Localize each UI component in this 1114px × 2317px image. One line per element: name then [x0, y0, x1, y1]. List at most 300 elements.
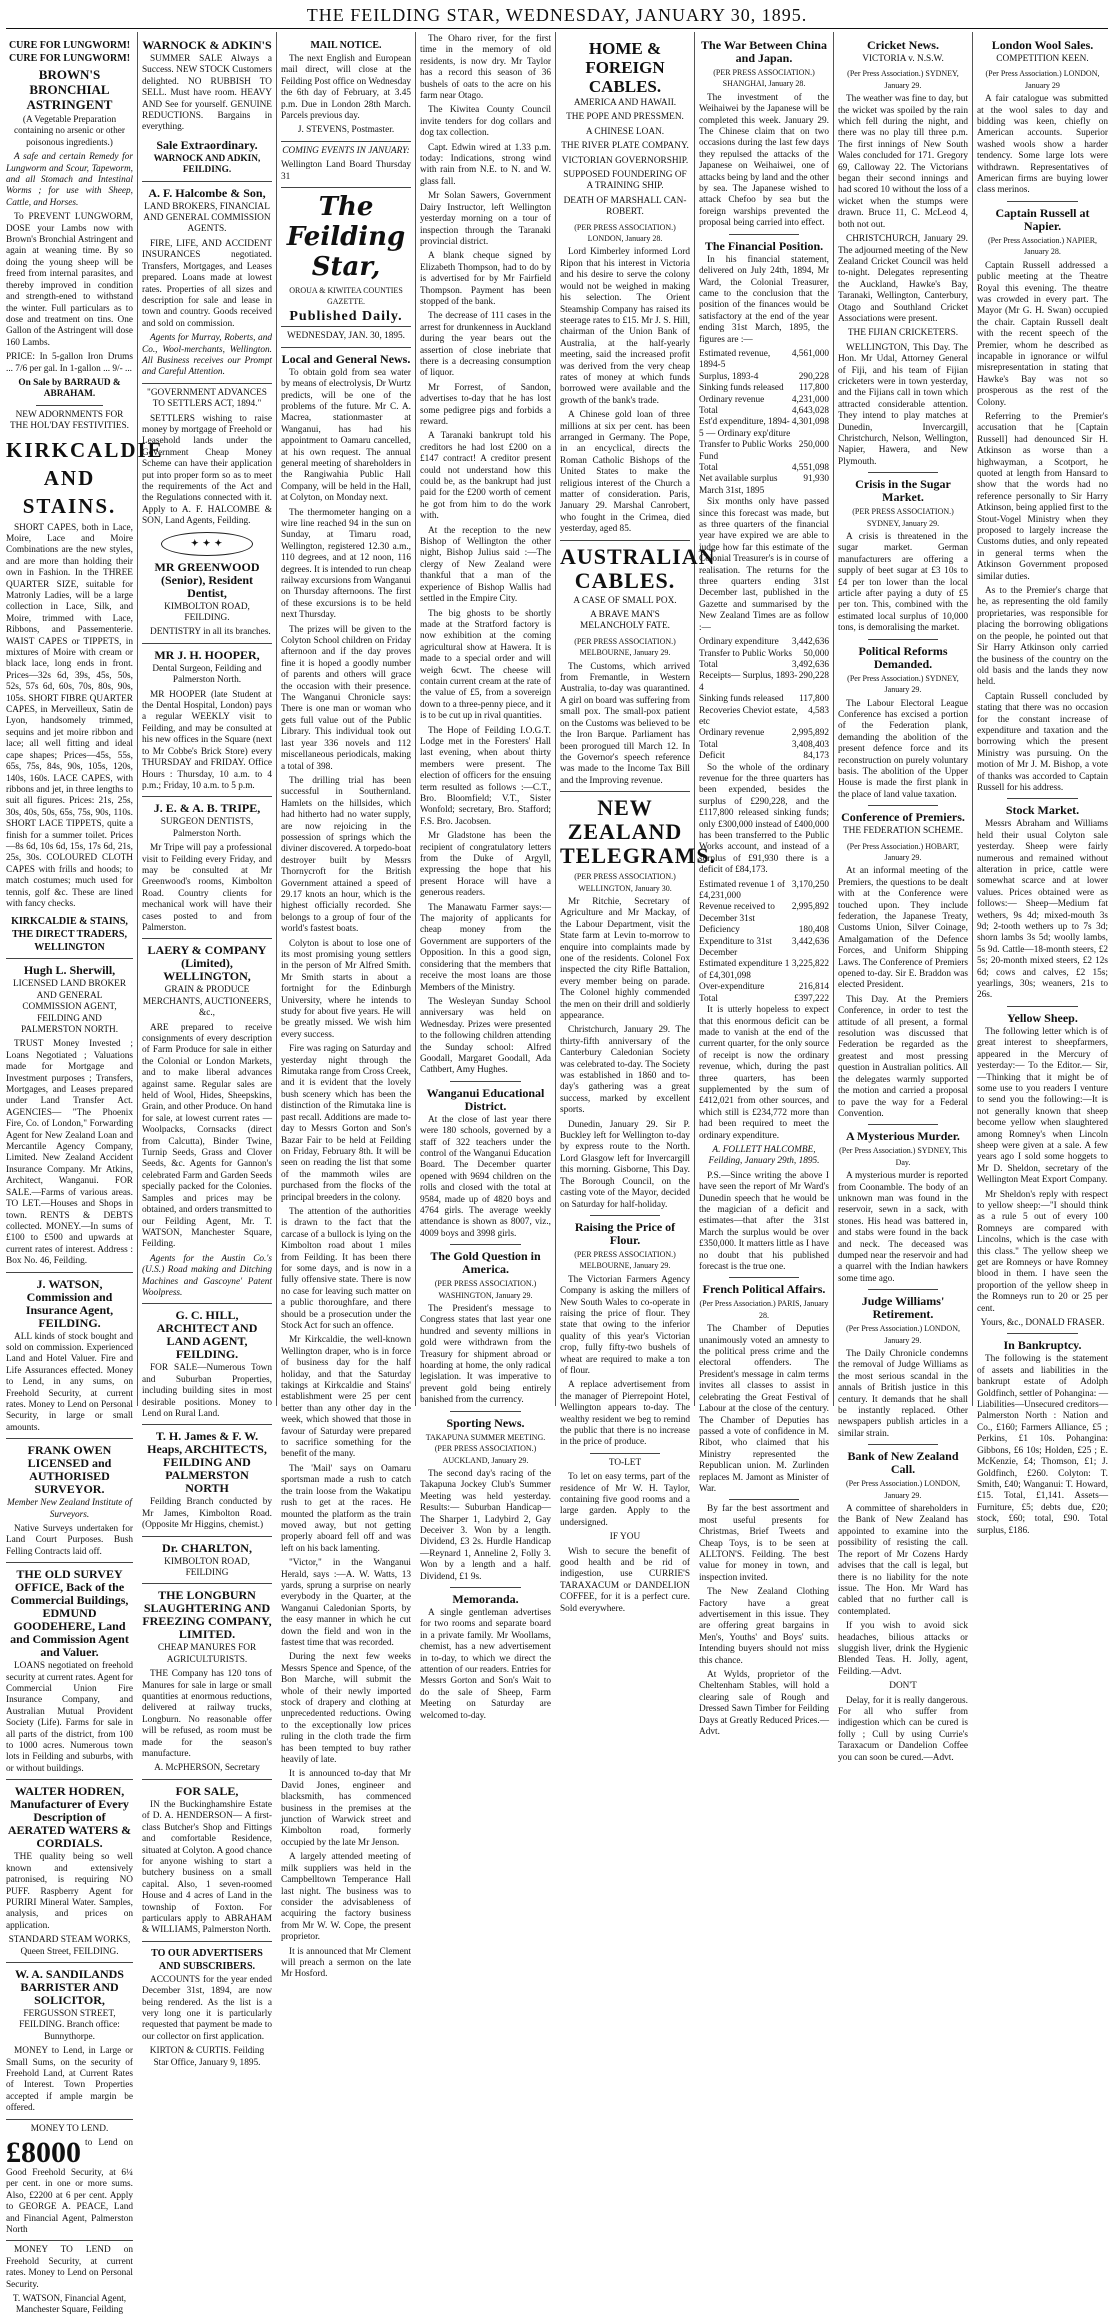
mail-body: The next English and European mail direct, will close at the Feilding Post office on Wednesday the 6th day of February, at 3.45 p.m. Due in London 28th March. Parcels previous day.: [281, 54, 411, 122]
cable-dateline: (PER PRESS ASSOCIATION.) LONDON, January 28.: [574, 222, 676, 244]
nz-telegrams-title: NEW ZEALAND TELEGRAMS.: [560, 795, 717, 869]
cable-subhead: SUPPOSED FOUNDERING OF A TRAINING SHIP.: [563, 170, 687, 192]
sherwill-body: TRUST Money Invested ; Loans Negotiated ; Valuations made for Mortgage and Investment purposes ; Transfers, Mortgages, and Leases prepared under Land Transfer Act. AGENCIES— "The Phoenix Fire, Co. of London," Forwarding Agent for New Zealand Loan and Mercantile Agency Company, Limited. New Zealand Accident Insurance Company. Mr Atkins, Architect, Wanganui. FOR SALE.—Farms of various areas. TO LET.—Houses and Shops in town. RENTS & DEBTS collected. MONEY.—In sums of £100 to £500 and upwards at current rates of interest. Address : Box No. 46, Feilding.: [6, 1039, 133, 1267]
goodehere-title: THE OLD SURVEY OFFICE, Back of the Commercial Buildings, EDMUND GOODEHERE, Land and Commission Agent and Valuer.: [10, 1567, 129, 1660]
news-para: The Oharo river, for the first time in the memory of old residents, is now dry. Mr Taylor has a record this season of 36 bushels of oats to the acre on his farm near Otago.: [420, 34, 551, 102]
news-para: Mr Solan Sawers, Government Dairy Instructor, left Wellington yesterday morning on a tour of inspection through the Taranaki provincial district.: [420, 191, 551, 247]
watson-loan-signature: T. WATSON, Financial Agent, Manchester Square, Feilding: [12, 2294, 127, 2316]
nz-telegrams-body: Mr Ritchie, Secretary of Agriculture and Mr Mackay, of the Labour Department, visit the State farm at Levin to-morrow to enquire into complaints made by one of the residents. Colonel Fox inspected the city Rifle Battalion, every member being on parade. The Colonel highly commended the men on their drill and soldierly appearance.: [560, 896, 690, 1021]
divider: [281, 141, 411, 142]
sherwill-title: Hugh L. Sherwill,: [23, 963, 116, 978]
goodehere-body: LOANS negotiated on freehold security at current rates. Agent for Commercial Union Fire Insurance Company, and Australian Mutual Provident Society (Life). Farms for sale in all parts of the district, from 100 to 1000 acres. Numerous town lots in Feilding and suburbs, with or without buildings.: [6, 1661, 134, 1774]
column-divider: [694, 32, 695, 1406]
financial-body: So the whole of the ordinary revenue for the three quarters has been expended, besides the surplus of £290,228, and the £117,800 released sinking funds; only £300,000 instead of £400,000 has been transferred to the Public Works account, and instead of a surplus of £91,930 there is a deficit of £84,173.: [699, 762, 829, 876]
warnock-sale: Sale Extraordinary.: [156, 137, 258, 152]
table-row: [699, 372, 829, 383]
local-news-para: Fire was raging on Saturday and yesterday night through the Rimutaka range from Cross Creek, and it is evident that the lovely bush scenery which has been the distinction of the Rimutaka line is past recall. Additions are made to-day to Messrs Gorton and Son's Bazar Fair to be held at Feilding on Friday, February 8th. It will be seen on reading the list that some of the mammoth wiles are purchased from the flocks of the principal breeders in the colony.: [281, 1044, 411, 1203]
column-divider: [972, 32, 973, 1406]
hooper-subtitle: Dental Surgeon, Feilding and Palmerston North.: [152, 663, 262, 686]
gold-question-title: The Gold Question in America.: [430, 1249, 541, 1277]
coming-events-body: Wellington Land Board Thursday 31: [281, 160, 411, 182]
table-row: [699, 463, 829, 474]
war-dateline: (PER PRESS ASSOCIATION.) SHANGHAI, January 28.: [713, 68, 815, 89]
column-6: [699, 34, 829, 1738]
table-row: [699, 902, 829, 925]
charlton-title: Dr. CHARLTON,: [162, 1540, 252, 1555]
table-row: [699, 751, 829, 762]
longburn-title: THE LONGBURN SLAUGHTERING AND FREEZING COMPANY, LIMITED.: [142, 1588, 272, 1642]
row-value: 3,225,822: [791, 959, 829, 970]
divider: [281, 326, 411, 327]
row-value: 4,301,098: [791, 417, 829, 428]
halcombe-agents: Agents for Murray, Roberts, and Co., Wool-merchants, Wellington. All Business receives our Prompt and Careful Attention.: [142, 333, 272, 378]
row-label: Est'd expenditure, 1894-5 — Ordinary exp'diture: [699, 417, 791, 439]
australian-cables-body: The Customs, which arrived from Fremantle, in Western Australia, to-day was quarantined. A girl on board was suffering from small pox. The small-pox patient on the Customs was believed to be the Iron Barque. Parliament has been prorogued till March 12. In the Governor's speech reference was made to the Income Tax Bill and the Improving revenue.: [560, 661, 690, 786]
table-row: [699, 937, 829, 960]
if-you-body: Wish to secure the benefit of good health and be rid of indigestion, use CURRIE'S TARAXACUM or DANDELION COFFEE, for it is a perfect cure. Sold everywhere.: [560, 1546, 690, 1614]
row-label: Estimated revenue, 1894-5: [699, 348, 771, 371]
nz-telegrams-dateline: (PER PRESS ASSOCIATION.) WELLINGTON, January 30.: [574, 872, 676, 893]
local-news-para: The drilling trial has been successful in Southernland. Hamlets on the hillsides, which had hitherto had no water supply, are now rejoicing in the possession of springs which the diviner discovered. A torpedo-boat destroyer built by Messrs Thornycroft for the British Government attained a speed of 29.17 knots an hour, which is the highest officially recorded. She belongs to a group of four of the world's fastest boats.: [281, 775, 411, 935]
table-row: [699, 395, 829, 406]
sugar-body: A crisis is threatened in the sugar market. German manufacturers are offering a supply of beet sugar at £3 10s to £4 per ton lower than the local article after paying a duty of £5 per ton. This, combined with the estimated local surplus of 10,000 tons, is demoralising the market.: [838, 532, 968, 634]
local-news-para: A largely attended meeting of milk suppliers was held in the Campbelltown Temperance Hall last night. The business was to consider the advisableness of acquiring the factory business from Mr W. W. Cope, the present proprietor.: [281, 1852, 411, 1943]
published-daily: Published Daily.: [289, 308, 403, 324]
cable-subhead: A BRAVE MAN'S MELANCHOLY FATE.: [580, 610, 670, 632]
owen-subtitle: Member New Zealand Institute of Surveyors.: [7, 1498, 132, 1520]
watson-loan-body: MONEY TO LEND on Freehold Security, at current rates. Money to Lend on Personal Security.: [6, 2245, 133, 2290]
divider: [729, 1499, 799, 1500]
divider: [729, 1277, 799, 1278]
row-value: 4,561,000: [791, 348, 829, 359]
column-4: [420, 34, 551, 1721]
laery-title: LAERY & COMPANY (Limited), WELLINGTON,: [147, 943, 267, 984]
local-news-para: It is announced that Mr Clement will preach a sermon on the late Mr Hosford.: [281, 1946, 411, 1980]
divider: [6, 1962, 133, 1963]
tripe-body: Mr Tripe will pay a professional visit to Feilding every Friday, and may be consulted at Mr Greenwood's rooms, Kimbolton Road. Country clients for mechanical work will have their cases posted to and from Palmerston.: [142, 843, 272, 933]
row-value: 117,800: [799, 694, 829, 705]
row-label: Recoveries Cheviot estate, etc: [699, 705, 798, 727]
row-value: 216,814: [798, 982, 829, 993]
longburn-subtitle: CHEAP MANURES FOR AGRICULTURISTS.: [157, 1643, 257, 1665]
table-row: [699, 925, 829, 936]
news-para: The Kiwitea County Council invite tenders for dog collars and dog tax collection.: [420, 105, 551, 139]
govt-title: "GOVERNMENT ADVANCES TO SETTLERS ACT, 1894.": [147, 387, 267, 410]
murder-title: A Mysterious Murder.: [846, 1129, 960, 1144]
news-para: A Taranaki bankrupt told his creditors he had lost £200 on a £147 contract! A creditor present could not understand how this could be, as the bankrupt had just paid for the £200 worth of cement he got from him to do the work with.: [420, 431, 551, 522]
money-body: to Lend on Good Freehold Security, at 6¼ per cent. in one or more sums. Also, £2200 at 6 per cent. Apply to GEORGE A. PEACE, Land and Financial Agent, Palmerston North: [6, 2138, 133, 2236]
halcombe-subtitle: LAND BROKERS, FINANCIAL AND GENERAL COMMISSION AGENTS.: [143, 201, 271, 235]
cable-subhead: VICTORIAN GOVERNORSHIP.: [561, 155, 689, 166]
divider: [142, 1779, 272, 1780]
row-value: 3,492,636: [791, 659, 829, 670]
row-label: Ordinary revenue: [699, 728, 765, 739]
news-para: The New Zealand Clothing Factory have a great advertisement in this issue. They are offering great bargains in Men's, Youths' and Boys' suits. Intending buyers should not miss this chance.: [699, 1587, 829, 1666]
bankruptcy-body: The following is the statement of assets and liabilities in the bankrupt estate of Adolph Goldfinch, settler of Pohangina: —Liabilities—Unsecured creditors—Palmerston North : Nation and Co., £160; Farmers Alliance, £5 ; Perkins, £1 10s. Pohangina: Gibbons, £6 10s; Holden, £25 ; E. McKenzie, £4; Thomson, £1; J. Goldfinch, £260. Colyton: T. Smith, £40; Wanganui: T. Howard, £15. Total, £1,141. Assets—Furniture, £5; debts due, £20; stock, £60; total, £90. Total surplus, £186.: [977, 1354, 1108, 1536]
owen-title: FRANK OWEN LICENSED and AUTHORISED SURVEYOR.: [27, 1443, 112, 1497]
cable-body: A Chinese gold loan of three millions at six per cent. has been arranged in Germany. The Pope, in an encyclical, directs the Roman Catholic Bishops of the United States to make the religious interest of the Church a matter of consideration. Paris, January 29. Marshal Canrobert, who fought in the Crimea, died yesterday, aged 85.: [560, 410, 690, 535]
news-para: If you wish to avoid sick headaches, bilious attacks or sluggish liver, drink the Hygienic Blended Teas. H. Jolly, agent, Feilding.—Advt.: [838, 1621, 968, 1677]
row-label: Sinking funds released: [699, 383, 784, 394]
row-label: Total: [699, 659, 718, 670]
owen-body: Native Surveys undertaken for Land Court Purposes. Bush Felling Contracts laid off.: [6, 1524, 133, 1557]
architects-body: Feilding Branch conducted by Mr James, Kimbolton Road. (Opposite Mr Higgins, chemist.): [142, 1497, 272, 1531]
row-label: Surplus, 1893-4: [699, 371, 759, 382]
table-row: [699, 660, 829, 671]
financial-table: [699, 349, 829, 497]
hill-body: FOR SALE—Numerous Town and Suburban Properties, including building sites in most desirable positions. Money to Lend on Rural Land.: [142, 1363, 272, 1419]
watson-title: J. WATSON, Commission and Insurance Agent, FEILDING.: [25, 1276, 114, 1330]
if-you-title: IF YOU: [609, 1532, 641, 1543]
premiers-subtitle: THE FEDERATION SCHEME.: [842, 826, 964, 837]
wanganui-education-title: Wanganui Educational District.: [426, 1085, 545, 1113]
lungworm-header: CURE FOR LUNGWORM! CURE FOR LUNGWORM!: [8, 40, 131, 64]
table-row: [699, 982, 829, 993]
tripe-title: J. E. & A. B. TRIPE,: [153, 801, 261, 816]
sporting-title: Sporting News.: [446, 1415, 525, 1430]
yellow-sheep-body: Mr Sheldon's reply with respect to yellow sheep:—"I should think as a rule 5 out of every 100 Romneys are compared with Lincolns, which is the case with this class." The yellow sheep we get are Romneys or have Romney blood in them. I have seen the proportion of the yellow sheep in the Romneys run to 20 or 25 per cent.: [977, 1189, 1108, 1314]
row-value: 2,995,892: [791, 902, 829, 913]
warnock-title: WARNOCK & ADKIN'S: [142, 38, 272, 52]
row-label: Receipts— Surplus, 1893-4: [699, 671, 798, 693]
govt-body: SETTLERS wishing to raise money by mortgage of Freehold or Leasehold lands under the Government Cheap Money Scheme can have their application put into proper form so as to meet the requirements of the Act and the Regulations connected with it. Apply to A. F. HALCOMBE & SON, Land Agents, Feilding.: [142, 413, 272, 527]
financial-signature: A. FOLLETT HALCOMBE, Feilding, January 29th, 1895.: [708, 1144, 820, 1167]
divider: [142, 1424, 272, 1425]
laery-body: ARE prepared to receive consignments of every description of Farm Produce for sale in either the Colonial or London Markets, and to make liberal advances against same. Regular sales are held of Wool, Hides, Sheepskins, Grain, and other Produce. On hand for sale, at lowest current rates — Woolpacks, Cornsacks (direct from Calcutta), Binder Twine, Turnip Seeds, Grass and Clover Seeds, &c. Agents for Gannon's celebrated Farm and Garden Seeds specially packed for the Colonies. Samples and prices may be obtained, and orders transmitted to our Feilding Agent, Mr. T. WATSON, Manchester Square, Feilding.: [142, 1022, 272, 1250]
cricket-dateline: (Per Press Association.) SYDNEY, January 29.: [847, 69, 959, 90]
hill-title: G. C. HILL, ARCHITECT AND LAND AGENT, FEILDING.: [156, 1308, 258, 1362]
premiers-title: Conference of Premiers.: [841, 810, 965, 825]
masthead: THE FEILDING STAR, WEDNESDAY, JANUARY 30, 1895.: [306, 5, 808, 25]
financial-table: [699, 637, 829, 762]
divider: [6, 958, 133, 959]
wool-dateline: (Per Press Association.) LONDON, January 29: [985, 69, 1100, 90]
column-divider: [833, 32, 834, 1406]
gold-question-dateline: (PER PRESS ASSOCIATION.) WASHINGTON, January 29.: [434, 1279, 537, 1300]
yellow-sheep-body: The following letter which is of great interest to sheepfarmers, appeared in the Mercury of yesterday:— To the Editor.— Sir,—Thinking that it might be of some use to you readers I venture to send you the following:—It is not generally known that sheep become yellow when slaughtered among Romney's when Lincoln sheep were given at a sale. A few years ago I sold some hoggets to Mr D. Sheldon, secretary of the Wellington Meat Export Company.: [977, 1026, 1108, 1186]
divider: [450, 1411, 521, 1412]
dont-title: DON'T: [889, 1681, 917, 1692]
divider: [1007, 201, 1078, 202]
divider: [729, 234, 799, 235]
bank-dateline: (Per Press Association.) LONDON, January 29.: [846, 1479, 960, 1500]
newspaper-subtitle: OROUA & KIWITEA COUNTIES GAZETTE.: [289, 286, 403, 307]
home-foreign-title: HOME & FOREIGN CABLES.: [585, 39, 665, 96]
memoranda-title: Memoranda.: [452, 1591, 519, 1606]
financial-body: Six months only have passed since this forecast was made, but as three quarters of the financial year have expired we are able to judge how far this estimate of the Colonial Treasurer's is in course of realisation. The returns for the three quarters ending 31st December last, published in the Gazette and summarised by the New Zealand Times are as follow :—: [699, 497, 829, 633]
news-para: Mr Forrest, of Sandon, advertises to-day that he has lost some pedigree pigs and forbids a reward.: [420, 382, 551, 427]
sandilands-title: W. A. SANDILANDS BARRISTER AND SOLICITOR,: [15, 1966, 124, 2007]
local-news-para: Colyton is about to lose one of its most promising young settlers in the person of Mr Alfred Smith. Mr Smith starts in about a fortnight for the Edinburgh University, where he intends to study for about five years. He will be greatly missed. We wish him every success.: [281, 938, 411, 1040]
column-divider: [415, 32, 416, 1406]
yellow-sheep-signature: Yours, &c., DONALD FRASER.: [980, 1318, 1105, 1329]
row-label: Ordinary revenue: [699, 394, 765, 405]
longburn-signature: A. McPHERSON, Secretary: [154, 1763, 260, 1774]
brown-subtitle: (A Vegetable Preparation containing no arsenic or other poisonous ingredients.): [13, 115, 125, 148]
divider: [1007, 1333, 1078, 1334]
brown-title: BROWN'S BRONCHIAL ASTRINGENT: [26, 67, 113, 112]
news-para: A replace advertisement from the manager of Pierrepoint Hotel, Wellington appears to-day. The wealthy resident we beg to remind the public that there is no increase in the price of produce.: [560, 1380, 690, 1448]
news-para: By far the best assortment and most useful presents for Christmas, Brief Tweets and Cheap Toys, is to be seen at ALLTON'S. Feilding. The best value for money in town, and inspection invited.: [699, 1504, 829, 1583]
french-dateline: (Per Press Association.) PARIS, January 28.: [699, 1299, 829, 1320]
flour-dateline: (PER PRESS ASSOCIATION.) MELBOURNE, January 29.: [574, 1249, 676, 1271]
cricket-title: Cricket News.: [867, 38, 939, 52]
table-row: [699, 694, 829, 705]
advertisers-title: TO OUR ADVERTISERS AND SUBSCRIBERS.: [151, 1947, 263, 1972]
cable-subhead: AMERICA AND HAWAII.: [573, 98, 677, 108]
yellow-sheep-title: Yellow Sheep.: [1007, 1010, 1078, 1025]
cable-subhead: A CASE OF SMALL POX.: [573, 595, 677, 606]
money-amount: £8000: [6, 2136, 81, 2169]
row-value: 4,583: [808, 705, 829, 716]
row-label: Total: [699, 405, 718, 416]
cable-subhead: THE RIVER PLATE COMPANY.: [561, 141, 689, 152]
divider: [1007, 1006, 1078, 1007]
cricket-body: CHRISTCHURCH, January 29. The adjourned meeting of the New Zealand Cricket Council was held to-night. Delegates representing the Auckland, Hawke's Bay, Taranaki, Wellington, Canterbury, Otago and Southland Cricket Associations were present.: [838, 234, 968, 324]
murder-dateline: (Per Press Association.) SYDNEY, This Day.: [839, 1146, 967, 1167]
row-value: 4,551,098: [791, 463, 829, 473]
brown-sale: On Sale by BARRAUD & ABRAHAM.: [18, 377, 121, 400]
wool-subtitle: COMPETITION KEEN.: [996, 54, 1089, 64]
row-label: Deficiency: [699, 925, 740, 936]
table-row: [699, 994, 829, 1005]
financial-table: [699, 880, 829, 1005]
row-label: Ordinary expenditure: [699, 637, 779, 648]
row-value: 4,643,028: [791, 405, 829, 416]
reforms-body: The Labour Electoral League Conference has excised a portion of the Federation plank, demanding the abolition of the present defence force and its reconstruction on purely voluntary basis. The abolition of the Upper House is made the first plank in the place of land value taxation.: [838, 698, 968, 800]
laery-subtitle: GRAIN & PRODUCE MERCHANTS, AUCTIONEERS, &c.,: [142, 985, 272, 1019]
australian-cables-title: AUSTRALIAN CABLES.: [560, 543, 716, 593]
row-value: 3,170,250: [791, 879, 829, 890]
stock-body: Messrs Abraham and Williams held their usual Colyton sale yesterday. Sheep were fairly numerous and remained without alteration in price, cattle were somewhat scarce and at lower values. Prices obtained were as follows:— Sheep—Medium fat wethers, 9s 4d; mixed-mouth 3s 9d; 2-tooth wethers up to 7s 3d; shorn lambs 3s 5d; woolly lambs, 5s 9d. Cattle—18-month steers, £2 5s; 20-month mixed steers, £2 12s 6d; cows and calves, £2 15s; yearlings, 30s; weaners, 21s to 26s.: [977, 819, 1108, 1001]
row-value: 180,408: [798, 925, 829, 936]
stock-title: Stock Market.: [1005, 803, 1080, 818]
hodren-title: WALTER HODREN, Manufacturer of Every Description of AERATED WATERS & CORDIALS.: [7, 1784, 132, 1851]
row-label: Deficit: [699, 751, 725, 762]
column-8: [977, 34, 1108, 1536]
table-row: [699, 671, 829, 694]
row-label: Total: [699, 463, 718, 473]
coming-events-title: COMING EVENTS IN JANUARY:: [282, 145, 410, 156]
row-label: Transfer to Public Works: [699, 648, 792, 659]
divider: [142, 796, 272, 797]
napier-body: Captain Russell concluded by stating that there was no occasion for the constant increase of expenditure and taxation and the borrowing which the present Ministry was pursuing. On the motion of Mr J. M. Bishop, a vote of thanks was accorded to Captain Russell for his address.: [977, 691, 1108, 793]
greenwood-address: KIMBOLTON ROAD, FEILDING.: [164, 601, 250, 624]
to-let-title: TO-LET: [608, 1457, 642, 1468]
row-value: 3,408,403: [791, 739, 829, 750]
bankruptcy-title: In Bankruptcy.: [1003, 1338, 1082, 1353]
row-label: Expenditure to 31st December: [699, 936, 772, 959]
local-news-para: During the next few weeks Messrs Spence and Spence, of the Bon Marche, will submit the whole of their newly imported stock of drapery and clothing at unprecedented reductions. Owing to the exceptionally low prices ruling in the cloth trade the firm has been tempted to buy rather heavily of late.: [281, 1652, 411, 1766]
judge-dateline: (Per Press Association.) LONDON, January 29.: [846, 1324, 960, 1345]
cricket-subtitle: VICTORIA v. N.S.W.: [862, 54, 944, 64]
kirkcaldie-body: SHORT CAPES, both in Lace, Moire, Lace and Moire Combinations are the new styles, and are more than holding their own in Fashion. In the THREE QUARTER SIZE, suitable for Matronly Ladies, will be a large collection in Lace, Silk, and Moire, trimmed with Lace, Ribbons, and Passementerie. WAIST CAPES or TIPPETS, in mixtures of Moire with cream or black lace, long ends in front. Prices—32s 6d, 39s, 45s, 50s, 52s, 57s 6d, 60s, 70s, 80s, 90s, 105s. SHORT FIBRE QUARTER CAPES, in Merveilleux, Satin de Lyon, handsomely trimmed, sequins and jet moire ribbon and lace; all well fitting and ideal cape shapes; Prices—45s, 55s, 65s, 75s, 84s, 90s, 105s, 120s, 140s, 160s. LACE CAPES, with ribbons and jet, in three lengths to suit all figures. Prices: 21s, 25s, 30s, 40s, 50s, 65s, 75s, 90s, 110s. SHORT LACE TIPPETS, quite a finish for a summer toilet. Prices—8s 6d, 10s 6d, 15s, 17s 6d, 21s, 25s, 30s. COLOURED CLOTH CAPES with frills and hoods; to match costumes; much used for tennis, golf &c. These are lined with fancy checks.: [6, 522, 133, 909]
warnock-body: SUMMER SALE Always a Success. NEW STOCK Customers delighted. NO RUBBISH TO SELL. Must have room. HEAVY AND See for yourself. GENUINE REDUCTIONS. Bargains in everything.: [142, 54, 272, 133]
table-row: [699, 440, 829, 463]
cricket-body: The weather was fine to day, but the wicket was spoiled by the rain which fell during the night, and there was no play till three p.m. The first innings of New South Wales concluded for 171. Gregory 69, Calloway 22. The Victorians began their second innings and had scored 10 without the loss of a wicket when the stumps were drawn. Bruce 11, C. McLeod 4, both not out.: [838, 94, 968, 230]
cable-body: Lord Kimberley informed Lord Ripon that his interest in Victoria and his desire to serve the colony would not be weighed in making his selection. The Orient Steamship Company has raised its steerage rates to £15. Mr J. S. Hill, chairman of the Union Bank of Australia, at the half-yearly meeting, said the increased profit was derived from the very cheap rates of money at which funds borrowed were available and the growth of the bank's trade.: [560, 247, 690, 406]
wool-body: A fair catalogue was submitted at the wool sales to day and bidding was keen, chiefly on American accounts. Superior washed wools show a harder tendency. Some large lots were withdrawn. Representatives of American firms are buying lower class merinos.: [977, 94, 1108, 196]
newspaper-name: The Feilding Star,: [286, 192, 406, 283]
murder-body: A mysterious murder is reported from Coonamble. The body of an unknown man was found in the reservoir, sewn in a sack, with stones. His head was battered in, and stabs were found in the back and neck. The deceased was dumped near the reservoir and had a quarrel with the Indian hawkers some time ago.: [838, 1171, 968, 1284]
sugar-dateline: (PER PRESS ASSOCIATION.) SYDNEY, January 29.: [852, 507, 954, 528]
row-value: 3,442,636: [791, 936, 829, 947]
judge-body: The Daily Chronicle condemns the removal of Judge Williams as the most serious scandal in the annals of British justice in this century. It demands that he shall be instantly replaced. Other newspapers publish articles in a similar strain.: [838, 1349, 968, 1439]
news-para: The Wesleyan Sunday School anniversary was held on Wednesday. Prizes were presented to the following children attending the Sunday school: Alfred Goodall, Margaret Goodall, Ada Cathbert, Amy Hughes.: [420, 996, 551, 1076]
divider: [1007, 798, 1078, 799]
row-label: Revenue received to December 31st: [699, 902, 775, 924]
sandilands-body: MONEY to Lend, in Large or Small Sums, on the security of Freehold Land, at Current Rates of Interest. Town Properties accepted if ample margin be offered.: [6, 2046, 133, 2114]
row-value: 3,442,636: [791, 637, 829, 648]
row-value: 50,000: [803, 648, 829, 659]
divider: [6, 1562, 133, 1563]
french-body: The Chamber of Deputies unanimously voted an amnesty to the political press crime and the electoral offenders. The President's message in calm terms invites all classes to assist in celebrating the Great Festival of Labour at the close of the century. The Chamber of Deputies has passed a vote of confidence in M. Ribot, who claimed that his Ministry represented the Republican union. M. Zurlinden replaces M. Jamont as Minister of War.: [699, 1324, 829, 1494]
news-para: The Hope of Feilding I.O.G.T. Lodge met in the Foresters' Hall last evening, when about thirty members were present. The election of officers for the ensuing term resulted as follows :—C.T., Bro. Bloomfield; V.T., Sister Wonfold; secretary, Bro. Stafford; F.S. Bro. Jacobsen.: [420, 725, 551, 827]
divider: [560, 540, 690, 541]
hooper-body: MR HOOPER (late Student at the Dental Hospital, London) pays a regular WEEKLY visit to Feilding, and may be consulted at his new offices in the Square (next to Mr Cobbe's Brick Store) every THURSDAY and FRIDAY. Office Hours : Thursday, 10 a.m. to 4 p.m.; Friday, 10 a.m. to 5 p.m.: [142, 689, 272, 791]
table-row: [699, 728, 829, 739]
gold-question-body: The President's message to Congress states that last year one hundred and seventy millions in gold were withdrawn from the Treasury for shipment abroad or hoarding at home, the only radical legislation. It was imperative to prevent gold being entirely banished from the currency.: [420, 1304, 551, 1406]
row-label: Over-expenditure: [699, 982, 765, 993]
fijian-body: WELLINGTON, This Day. The Hon. Mr Udal, Attorney General of Fiji, and his team of Fijian cricketers were in town yesterday, and the Fijians call in town which attracted considerable attention. They intend to play matches at Dunedin, Invercargill, Christchurch, Nelson, Wellington, Napier, Hawera, and New Plymouth.: [838, 342, 968, 467]
hooper-title: MR J. H. HOOPER,: [154, 647, 260, 662]
table-row: [699, 417, 829, 440]
to-let-body: To let on easy terms, part of the residence of Mr W. H. Taylor, containing five good rooms and a large garden. Apply to the undersigned.: [560, 1472, 690, 1528]
divider: [560, 791, 690, 792]
divider: [142, 1536, 272, 1537]
premiers-dateline: (Per Press Association.) HOBART, January 29.: [846, 841, 960, 862]
divider: [142, 1303, 272, 1304]
column-2: [142, 34, 272, 2068]
divider: [281, 347, 411, 348]
row-value: 2,995,892: [791, 728, 829, 739]
divider: [142, 643, 272, 644]
divider: [142, 181, 272, 182]
premiers-body: This Day. At the Premiers Conference, in order to test the attitude of all present, a formal resolution was discussed that Federation be regarded as the greatest and most pressing question in Australian politics. All the delegates warmly supported the motion and carried a proposal to pave the way for a Federal Convention.: [838, 994, 968, 1119]
financial-postscript: P.S.—Since writing the above I have seen the report of Mr Ward's Dunedin speech that he would be the magician of a deficit and estimates—that after the 31st March the surplus would be over £350,000. It matters little as I have no doubt that his published forecast is the true one.: [699, 1170, 829, 1273]
local-news-para: The 'Mail' says on Oamaru sportsman made a rush to catch the train loose from the Wakatipu rush to get at the races. He mounted the platform as the train moved away, but not getting properly aboard fell off and was left on his back lamenting.: [281, 1463, 411, 1554]
table-row: [699, 740, 829, 751]
divider: [281, 187, 411, 188]
local-news-title: Local and General News.: [281, 351, 411, 366]
column-divider: [555, 32, 556, 1406]
news-para: The decrease of 111 cases in the arrest for drunkenness in Auckland during the year bears out the assertion of close inebriate that there is a decreasing consumption of liquor.: [420, 311, 551, 379]
laery-agents: Agents for the Austin Co.'s (U.S.) Road making and Ditching Machines and Gascoyne' Patent Woolpress.: [142, 1253, 272, 1298]
local-news-para: It is announced to-day that Mr David Jones, engineer and blacksmith, has commenced business in the premises at the junction of Warwick street and Kimbolton road, formerly occupied by the late Mr Jenson.: [281, 1769, 411, 1848]
row-value: 290,228: [798, 671, 829, 682]
forsale-body: IN the Buckinghamshire Estate of D. A. HENDERSON— A first-class Butcher's Shop and Fittings and comfortable Residence, situated at Colyton. A good chance for anyone wishing to start a butchery business on a small capital. Also, 1 seven-roomed House and 4 acres of Land in the township of Foxton. For particulars apply to ABRAHAM & WILLIAMS, Palmerston North.: [142, 1799, 272, 1936]
premiers-body: At an informal meeting of the Premiers, the questions to be dealt with at the Conference were touched upon. They include federation, the Japanese Treaty, Customs Union, Silver Coinage, Amalgamation of the Defence Forces, and Uniform Shipping Laws. The Conference of Premiers opened to-day. Sir E. Braddon was elected President.: [838, 866, 968, 991]
row-label: Sinking funds released: [699, 694, 784, 705]
sporting-body: The second day's racing of the Takapuna Jockey Club's Summer Meeting was held yesterday. Results:— Suburban Handicap—The Sharper 1, Ladybird 2, Gay Deceiver 3. Won by a length. Dividend, £3 2s. Hurdle Handicap—Reynard 1, Anneline 2, Folly 3. Won by a length and a half. Dividend, £1 9s.: [420, 1468, 551, 1582]
sherwill-subtitle: LICENSED LAND BROKER AND GENERAL COMMISSION AGENT, FEILDING AND PALMERSTON NORTH.: [12, 979, 127, 1035]
financial-title: The Financial Position.: [704, 238, 824, 253]
divider: [868, 1289, 938, 1290]
divider: [590, 1453, 660, 1454]
news-para: A blank cheque signed by Elizabeth Thompson, had to do by is advertised for by Mr Fairfield Thompson. Payment has been stopped of the bank.: [420, 251, 551, 307]
architects-title: T. H. James & F. W. Heaps, ARCHITECTS, FEILDING AND PALMERSTON NORTH: [147, 1429, 267, 1496]
nz-telegrams-body: Dunedin, January 29. Sir P. Buckley left for Wellington to-day by express route to the North. Lord Glasgow left for Invercargill this morning. Gisborne, This Day. The Borough Council, on the casting vote of the Mayor, decided on Saturday for half-holiday.: [560, 1119, 690, 1210]
column-divider: [276, 32, 277, 1406]
longburn-body: THE Company has 120 tons of Manures for sale in large or small quantities at enormous reductions, delivered at railway trucks, Longburn. No reasonable offer will be refused, as room must be made for the season's manufacture.: [142, 1669, 272, 1760]
sporting-dateline: TAKAPUNA SUMMER MEETING. (PER PRESS ASSOCIATION.) AUCKLAND, January 29.: [425, 1432, 546, 1465]
napier-body: As to the Premier's charge that he, as representing the old family proprietaries, was responsible for placing the borrowing obligations on the people, he pointed out that Sir Harry Atkinson only carried the business of the country on the old basis and the lands they now held.: [977, 586, 1108, 688]
dont-body: Delay, for it is really dangerous. For all who suffer from indigestion which can be cured is folly ; Cull by using Currie's Taraxacum or Dandelion Coffee you can soon be cured.—Advt.: [838, 1695, 968, 1763]
warnock-name: WARNOCK AND ADKIN, FEILDING.: [153, 153, 261, 176]
news-para: At Wylds, proprietor of the Cheltenham Stables, will hold a clearing sale of Rough and Dressed Sawn Timber for Feilding Days at Greatly Reduced Prices.—Advt.: [699, 1670, 829, 1738]
napier-body: Captain Russell addressed a public meeting at the Theatre Royal this evening. The theatre was crowded in every part. The Mayor (Mr G. H. Swan) occupied the chair. Captain Russell dealt with the recent speech of the Premier, whom he described as incapable in ignorance or wilful misrepresentation in stating that Hawke's Bay was not so prosperous as the rest of the Colony.: [977, 260, 1108, 408]
row-label: Total: [699, 993, 718, 1004]
table-row: [699, 474, 829, 497]
napier-dateline: (Per Press Association.) NAPIER, January 28.: [987, 235, 1098, 257]
divider: [142, 938, 272, 939]
local-news-para: The prizes will be given to the Colyton School children on Friday afternoon and if the day proves fine it is hoped a goodly number of parents and others will grace the occasion with their presence. The Wanganui Chronicle says: There is one man or woman who gets full value out of the Public Library. This individual took out last year 336 novels and 112 miscellaneous periodicals, making a total of 398.: [281, 624, 411, 772]
divider: [868, 805, 938, 806]
halcombe-title: A. F. Halcombe & Son,: [148, 185, 266, 200]
french-title: French Political Affairs.: [702, 1282, 826, 1297]
table-row: [699, 880, 829, 903]
divider: [868, 472, 938, 473]
divider: [868, 1124, 938, 1125]
flour-title: Raising the Price of Flour.: [574, 1219, 676, 1247]
row-value: 290,228: [798, 371, 829, 382]
row-value: 117,800: [799, 383, 829, 394]
divider: [868, 1444, 938, 1445]
divider: [868, 639, 938, 640]
divider: [142, 1583, 272, 1584]
tripe-subtitle: SURGEON DENTISTS, Palmerston North.: [160, 817, 254, 839]
napier-title: Captain Russell at Napier.: [995, 205, 1090, 233]
mail-title: MAIL NOTICE.: [310, 40, 382, 51]
mail-signature: J. STEVENS, Postmaster.: [297, 125, 395, 136]
divider: [142, 383, 272, 384]
wanganui-education-body: At the close of last year there were 180 schools, governed by a staff of 322 teachers under the control of the Wanganui Education Board. The December quarter opened with 9694 children on the rolls and closed with the total at 9584, made up of 4820 boys and 4764 girls. The average weekly attendance is shown as 8007, viz., 4009 boys and 3998 girls.: [420, 1114, 551, 1239]
masthead-rule: [6, 28, 1108, 29]
cable-dateline: (PER PRESS ASSOCIATION.) MELBOURNE, January 29.: [574, 636, 676, 658]
divider: [450, 1587, 521, 1588]
financial-body: In his financial statement, delivered on July 24th, 1894, Mr Ward, the Colonial Treasurer, came to the conclusion that the position of the finances would be satisfactory at the end of the year ending 31st March, 1895, the figures are :—: [699, 254, 829, 345]
row-value: £397,222: [794, 993, 829, 1004]
watson-body: ALL kinds of stock bought and sold on commission. Experienced Land and Hotel Valuer. Fire and Life Assurances effected. Money to Lend, in any sums, on Freehold Security, at current rates. Money to Lend on Personal Security, in large or small amounts.: [6, 1331, 133, 1433]
divider: [450, 1081, 521, 1082]
napier-body: Referring to the Premier's accusation that he [Captain Russell] had denounced Sir H. Atkinson as worse than a highwayman, a Scotport, he quoted at length from Hansard to show that the words had no reference personally to Sir Harry Atkinson, being applied first to the Stout-Vogel Ministry when they proposed to largely increase the Customs duties, and only repeated in general terms when the Atkinson Government proposed similar duties.: [977, 411, 1108, 582]
sandilands-subtitle: FERGUSSON STREET, FEILDING. Branch office: Bunnythorpe.: [19, 2008, 120, 2042]
advertisers-signature: KIRTON & CURTIS. Feilding Star Office, January 9, 1895.: [149, 2046, 265, 2068]
brown-price: PRICE: In 5-gallon Iron Drums ... 7/6 per gal. In 1-gallon ... 9/- ...: [6, 352, 133, 374]
reforms-title: Political Reforms Demanded.: [858, 643, 948, 671]
divider: [6, 2240, 133, 2241]
flour-body: The Victorian Farmers Agency Company is asking the millers of New South Wales to co-operate in raising the price of flour. They state that owing to the inferior quality of this year's Victorian crop, fully fifty-two bushels of wheat are required to make a ton of flour.: [560, 1274, 690, 1376]
column-3: [281, 34, 411, 1980]
divider: [6, 1438, 133, 1439]
divider: [6, 1272, 133, 1273]
local-news-para: The attention of the authorities is drawn to the fact that the carcase of a bullock is lying on the Kimbolton road about 1 miles from Feilding. It has been there for some days, and is now in a fully offensive state. There is now no case for leaving such matter on a public thoroughfare, and there should be a prosecution under the Stock Act for such an offence.: [281, 1206, 411, 1331]
bank-title: Bank of New Zealand Call.: [847, 1449, 959, 1477]
row-label: Estimated revenue 1 of £4,231,000: [699, 879, 785, 902]
brown-body: To PREVENT LUNGWORM, DOSE your Lambs now with Brown's Bronchial Astringent and again at weaning time. By so doing the young sheep will be freed from internal parasites, and thereby improved in condition and strength-ened to withstand the winter. Full particulars as to dose and treatment on tins. One Gallon of the Astringent will dose 160 Lambs.: [6, 212, 133, 348]
memoranda-body: A single gentleman advertises for two rooms and separate board in a private family. Mr Woollams, chemist, has a new advertisement in to-day, to which we direct the attention of our readers. Entries for Messrs Gorton and Son's Wait to do the sale of Sheep, Farm Meeting on Saturday are welcomed to-day.: [420, 1607, 551, 1721]
table-row: [699, 649, 829, 660]
divider: [142, 1941, 272, 1942]
news-para: At the reception to the new Bishop of Wellington the other night, Bishop Julius said :—The clergy of New Zealand were thankful that a man of the experience of Bishop Wallis had settled in the Empire City.: [420, 525, 551, 605]
local-news-para: "Victor," in the Wanganui Herald, says :—A. W. Watts, 13 yards, sprung a surprise on nearly everybody in the Quarter, at the Wanganui Caledonian Sports, by the easy manner in which he cut down the field and won in the fastest time that was recorded.: [281, 1558, 411, 1648]
dentist-emblem-icon: ✦ ✦ ✦: [161, 532, 253, 556]
divider: [36, 405, 103, 406]
table-row: [699, 637, 829, 648]
hodren-body: THE quality being so well known and extensively patronised, is requiring NO PUFF. Raspberry Agent for PURIRI Mineral Water. Samples, analysis, and prices on application.: [6, 1852, 133, 1931]
column-1: [6, 34, 164, 2316]
halcombe-body: FIRE, LIFE, AND ACCIDENT INSURANCES negotiated. Transfers, Mortgages, and Leases prepared. Loans made at lowest rates. Properties of all sizes and description for sale and lease in town and country. Goods received and sold on commission.: [142, 238, 272, 329]
